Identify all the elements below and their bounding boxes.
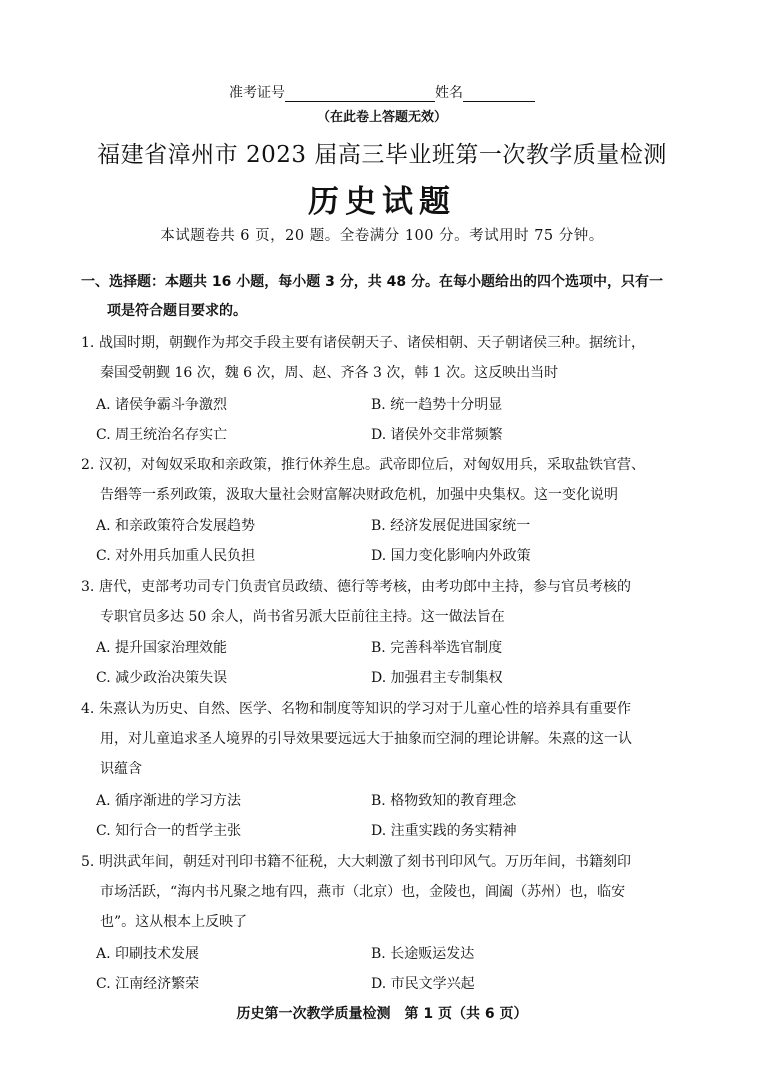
option-c[interactable]: C. 知行合一的哲学主张	[96, 823, 242, 839]
exam-title: 福建省漳州市 2023 届高三毕业班第一次教学质量检测	[97, 142, 667, 168]
name-label: 姓名	[435, 85, 463, 101]
name-line	[463, 87, 535, 102]
options-1	[96, 390, 696, 450]
question-stem-line: 识蕴含	[100, 761, 142, 777]
option-b[interactable]: B. 经济发展促进国家统一	[371, 518, 531, 534]
question-stem-line	[81, 847, 701, 877]
question-stem-line: 秦国受朝觐 16 次，魏 6 次，周、赵、齐各 3 次，韩 1 次。这反映出当时	[100, 365, 559, 381]
option-a[interactable]: A. 和亲政策符合发展趋势	[96, 518, 256, 534]
stem-text: 汉初，对匈奴采取和亲政策，推行休养生息。武帝即位后，对匈奴用兵，采取盐铁官营、	[99, 457, 645, 473]
stem-text: 朱熹认为历史、自然、医学、名物和制度等知识的学习对于儿童心性的培养具有重要作	[99, 701, 631, 717]
option-a[interactable]: A. 诸侯争霸斗争激烈	[96, 397, 228, 413]
stem-text: 明洪武年间，朝廷对刊印书籍不征税，大大刺激了刻书刊印风气。万历年间，书籍刻印	[99, 854, 631, 870]
question-stem-line: 也”。这从根本上反映了	[100, 914, 248, 930]
option-d[interactable]: D. 注重实践的务实精神	[371, 823, 517, 839]
option-b[interactable]: B. 长途贩运发达	[371, 946, 475, 962]
answer-note: （在此卷上答题无效）	[316, 110, 447, 125]
question-5	[81, 847, 701, 937]
options-3	[96, 633, 696, 693]
question-number: 3.	[81, 579, 95, 595]
option-a[interactable]: A. 印刷技术发展	[96, 946, 200, 962]
question-number: 2.	[81, 457, 95, 473]
exam-id-line	[285, 87, 435, 102]
question-stem-line: 专职官员多达 50 余人，尚书省另派大臣前往主持。这一做法旨在	[100, 609, 505, 625]
question-2	[81, 450, 701, 510]
option-b[interactable]: B. 格物致知的教育理念	[371, 793, 517, 809]
question-stem-line	[81, 694, 701, 724]
stem-text: 唐代，吏部考功司专门负责官员政绩、德行等考核，由考功郎中主持，参与官员考核的	[99, 579, 631, 595]
exam-info: 本试题卷共 6 页，20 题。全卷满分 100 分。考试用时 75 分钟。	[160, 228, 604, 244]
question-stem-line: 用，对儿童追求圣人境界的引导效果要远远大于抽象而空洞的理论讲解。朱熹的这一认	[100, 731, 632, 747]
option-d[interactable]: D. 加强君主专制集权	[371, 670, 503, 686]
options-5	[96, 939, 696, 999]
section-line-1: 一、选择题：本题共 16 小题，每小题 3 分，共 48 分。在每小题给出的四个选项中，只有一	[81, 274, 663, 290]
option-d[interactable]: D. 诸侯外交非常频繁	[371, 427, 503, 443]
option-c[interactable]: C. 周王统治名存实亡	[96, 427, 228, 443]
question-stem-line	[81, 328, 701, 358]
options-2	[96, 511, 696, 571]
option-c[interactable]: C. 减少政治决策失误	[96, 670, 228, 686]
question-stem-line: 市场活跃，“海内书凡聚之地有四，燕市（北京）也，金陵也，阊阖（苏州）也，临安	[100, 884, 626, 900]
option-c[interactable]: C. 江南经济繁荣	[96, 976, 200, 992]
question-number: 4.	[81, 701, 95, 717]
option-b[interactable]: B. 完善科举选官制度	[371, 640, 503, 656]
section-line-2: 项是符合题目要求的。	[107, 303, 247, 319]
option-b[interactable]: B. 统一趋势十分明显	[371, 397, 503, 413]
question-3	[81, 572, 701, 632]
exam-id-label: 准考证号	[229, 85, 285, 101]
option-a[interactable]: A. 提升国家治理效能	[96, 640, 228, 656]
question-1	[81, 328, 701, 388]
section-heading	[81, 268, 696, 326]
question-number: 1.	[81, 335, 95, 351]
option-d[interactable]: D. 市民文学兴起	[371, 976, 475, 992]
question-4	[81, 694, 701, 784]
candidate-info-row	[0, 82, 764, 102]
option-a[interactable]: A. 循序渐进的学习方法	[96, 793, 242, 809]
page-footer: 历史第一次教学质量检测 第 1 页（共 6 页）	[236, 1006, 528, 1022]
question-stem-line	[81, 572, 701, 602]
option-c[interactable]: C. 对外用兵加重人民负担	[96, 548, 256, 564]
option-d[interactable]: D. 国力变化影响内外政策	[371, 548, 531, 564]
subject-title: 历史试题	[308, 184, 456, 220]
stem-text: 战国时期，朝觐作为邦交手段主要有诸侯朝天子、诸侯相朝、天子朝诸侯三种。据统计，	[99, 335, 645, 351]
question-stem-line	[81, 450, 701, 480]
options-4	[96, 786, 696, 846]
question-stem-line: 告缗等一系列政策，汲取大量社会财富解决财政危机，加强中央集权。这一变化说明	[100, 487, 618, 503]
question-number: 5.	[81, 854, 95, 870]
